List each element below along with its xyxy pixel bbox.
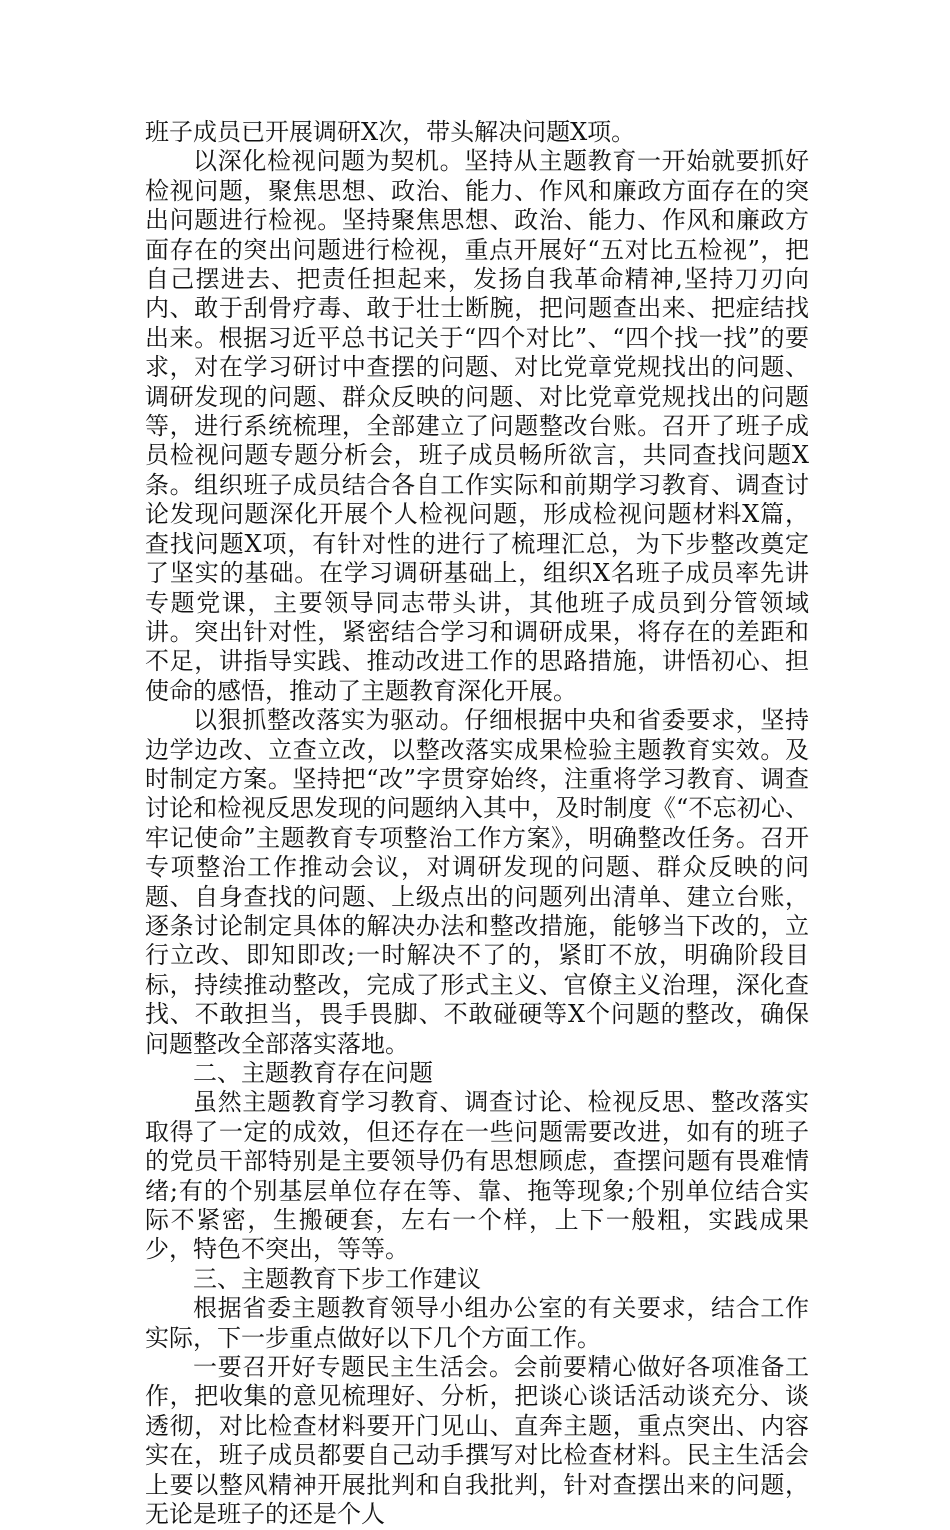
- paragraph-1: 班子成员已开展调研X次，带头解决问题X项。: [145, 118, 636, 146]
- document-body: [145, 118, 809, 1530]
- paragraph-3: 以狠抓整改落实为驱动。仔细根据中央和省委要求，坚持边学边改、立查立改，以整改落实成果检验主题教育实效。及时制定方案。坚持把“改”字贯穿始终，注重将学习教育、调查讨论和检视反思发现的问题纳入其中，及时制度《“不忘初心、牢记使命”主题教育专项整治工作方案》，明确整改任务。召开专项整治工作推动会议，对调研发现的问题、群众反映的问题、自身查找的问题、上级点出的问题列出清单、建立台账，逐条讨论制定具体的解决办法和整改措施，能够当下改的，立行立改、即知即改;一时解决不了的，紧盯不放，明确阶段目标，持续推动整改，完成了形式主义、官僚主义治理，深化查找、不敢担当，畏手畏脚、不敢碰硬等X个问题的整改，确保问题整改全部落实落地。: [145, 706, 809, 1058]
- section-heading-3: 三、主题教育下步工作建议: [193, 1264, 481, 1293]
- paragraph-6: 一要召开好专题民主生活会。会前要精心做好各项准备工作，把收集的意见梳理好、分析，把谈心谈话活动谈充分、谈透彻，对比检查材料要开门见山、直奔主题，重点突出、内容实在，班子成员都要自己动手撰写对比检查材料。民主生活会上要以整风精神开展批判和自我批判，针对查摆出来的问题，无论是班子的还是个人: [145, 1353, 809, 1529]
- paragraph-4: 虽然主题教育学习教育、调查讨论、检视反思、整改落实取得了一定的成效，但还存在一些问题需要改进，如有的班子的党员干部特别是主要领导仍有思想顾虑，查摆问题有畏难情绪;有的个别基层单位存在等、靠、拖等现象;个别单位结合实际不紧密，生搬硬套，左右一个样，上下一般粗，实践成果少，特色不突出，等等。: [145, 1088, 809, 1264]
- paragraph-5: 根据省委主题教育领导小组办公室的有关要求，结合工作实际，下一步重点做好以下几个方面工作。: [145, 1294, 809, 1352]
- paragraph-2: 以深化检视问题为契机。坚持从主题教育一开始就要抓好检视问题，聚焦思想、政治、能力、作风和廉政方面存在的突出问题进行检视。坚持聚焦思想、政治、能力、作风和廉政方面存在的突出问题进行检视，重点开展好“五对比五检视”，把自己摆进去、把责任担起来，发扬自我革命精神,坚持刀刃向内、敢于刮骨疗毒、敢于壮士断腕，把问题查出来、把症结找出来。根据习近平总书记关于“四个对比”、“四个找一找”的要求，对在学习研讨中查摆的问题、对比党章党规找出的问题、调研发现的问题、群众反映的问题、对比党章党规找出的问题等，进行系统梳理，全部建立了问题整改台账。召开了班子成员检视问题专题分析会，班子成员畅所欲言，共同查找问题X条。组织班子成员结合各自工作实际和前期学习教育、调查讨论发现问题深化开展个人检视问题，形成检视问题材料X篇，查找问题X项，有针对性的进行了梳理汇总，为下步整改奠定了坚实的基础。在学习调研基础上，组织X名班子成员率先讲专题党课，主要领导同志带头讲，其他班子成员到分管领域讲。突出针对性，紧密结合学习和调研成果，将存在的差距和不足，讲指导实践、推动改进工作的思路措施，讲悟初心、担使命的感悟，推动了主题教育深化开展。: [145, 147, 809, 705]
- section-heading-2: 二、主题教育存在问题: [193, 1059, 433, 1087]
